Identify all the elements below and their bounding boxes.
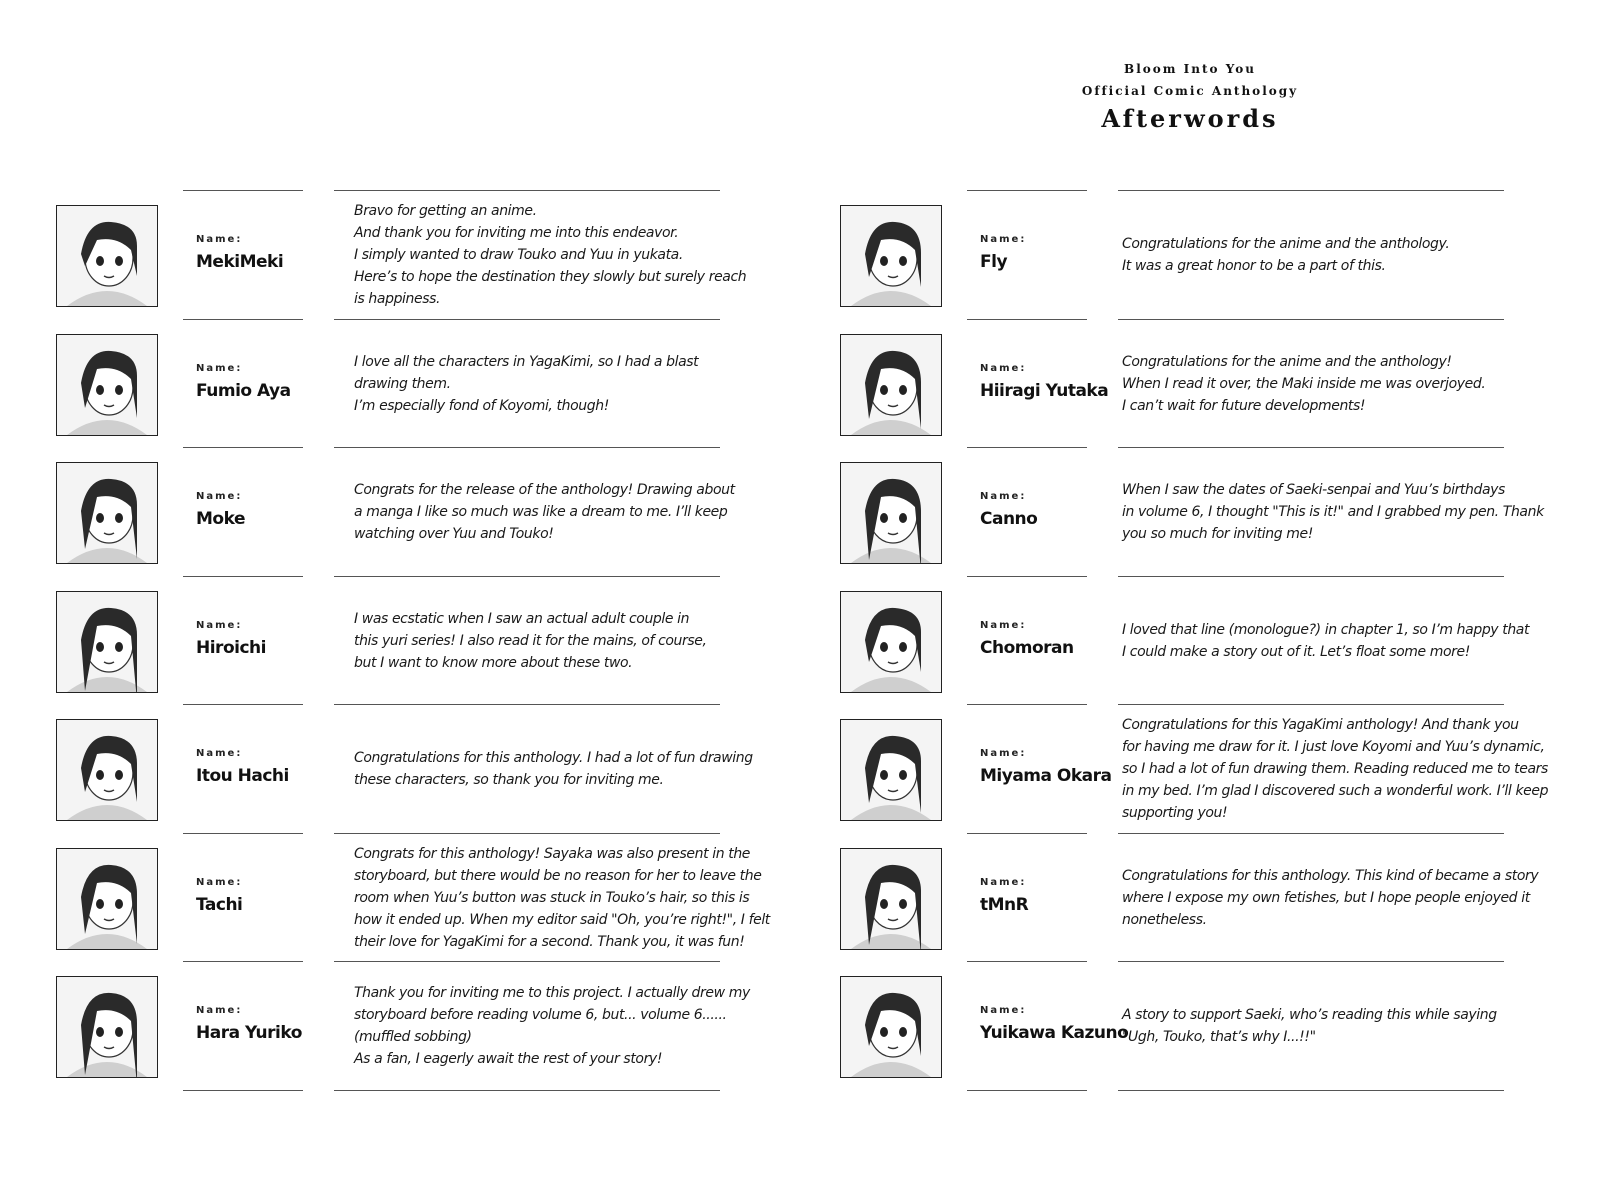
name-label: Name: (980, 619, 1027, 631)
message-line: Congrats for this anthology! Sayaka was also present in the (354, 845, 751, 862)
afterword-message (354, 704, 754, 834)
afterword-message (354, 961, 754, 1091)
afterword-message (1122, 319, 1542, 449)
afterword-entry (800, 833, 1600, 963)
author-name: Hiroichi (196, 637, 266, 658)
divider-line (967, 1090, 1087, 1091)
message-line: these characters, so thank you for inviting me. (354, 772, 664, 788)
author-portrait (840, 591, 942, 693)
divider-line (967, 704, 1087, 705)
message-line: their love for YagaKimi for a second. Thank you, it was fun! (354, 933, 745, 950)
message-line: Bravo for getting an anime. (354, 203, 537, 219)
afterword-message (1122, 447, 1542, 577)
divider-line (967, 190, 1087, 191)
divider-line (967, 576, 1087, 577)
message-line: where I expose my own fetishes, but I hope people enjoyed it (1122, 889, 1530, 906)
message-line: I can’t wait for future developments! (1122, 397, 1366, 414)
name-label: Name: (196, 491, 243, 502)
afterword-entry (800, 319, 1600, 449)
message-line: Congrats for the release of the anthology! Drawing about (354, 482, 735, 498)
message-line: drawing them. (354, 375, 451, 392)
afterword-message (354, 833, 770, 963)
message-line: Congratulations for this anthology. I had a lot of fun drawing (354, 750, 753, 766)
author-name: Moke (196, 509, 245, 529)
author-name: Itou Hachi (196, 766, 289, 786)
message-line: Thank you for inviting me to this project. I actually drew my (354, 985, 750, 1001)
afterword-entry (800, 576, 1600, 706)
message-line: I was ecstatic when I saw an actual adult couple in (354, 610, 690, 627)
author-name: Tachi (196, 894, 243, 915)
author-portrait (840, 719, 942, 821)
afterword-entry (0, 447, 800, 577)
message-line: As a fan, I eagerly await the rest of your story! (354, 1051, 663, 1067)
message-line: I loved that line (monologue?) in chapter 1, so I’m happy that (1122, 621, 1530, 638)
name-label: Name: (980, 876, 1027, 888)
name-label: Name: (980, 362, 1027, 374)
afterword-message (354, 319, 754, 449)
afterword-message (1122, 576, 1542, 706)
message-line: When I saw the dates of Saeki-senpai and Yuu’s birthdays (1122, 482, 1505, 498)
author-portrait (840, 462, 942, 564)
anthology-subtitle: Official Comic Anthology (1081, 84, 1299, 98)
page-header (1060, 58, 1320, 133)
divider-line (967, 319, 1087, 320)
message-line: how it ended up. When my editor said "Oh, you’re right!", I felt (354, 911, 770, 928)
name-label: Name: (196, 234, 243, 245)
author-portrait (840, 334, 942, 436)
message-line: for having me draw for it. I just love Koyomi and Yuu’s dynamic, (1122, 739, 1545, 755)
divider-line (183, 190, 303, 191)
afterword-entry (0, 833, 800, 963)
author-name: Chomoran (980, 637, 1074, 658)
name-label: Name: (980, 1005, 1027, 1016)
divider-line (183, 1090, 303, 1091)
author-portrait (56, 205, 158, 307)
message-line: in my bed. I’m glad I discovered such a wonderful work. I’ll keep (1122, 783, 1549, 799)
message-line: Congratulations for this anthology. This kind of became a story (1122, 867, 1539, 884)
message-line: watching over Yuu and Touko! (354, 526, 554, 542)
afterword-entry (0, 319, 800, 449)
divider-line (183, 319, 303, 320)
afterword-entry (800, 704, 1600, 834)
author-portrait (840, 848, 942, 950)
author-portrait (56, 462, 158, 564)
afterword-entry (0, 576, 800, 706)
message-line: a manga I like so much was like a dream to me. I’ll keep (354, 504, 728, 520)
author-portrait (840, 205, 942, 307)
divider-line (967, 961, 1087, 962)
afterword-entry (0, 961, 800, 1091)
author-name: Miyama Okara (980, 766, 1112, 786)
message-line: Congratulations for this YagaKimi anthology! And thank you (1122, 717, 1519, 733)
message-line: And thank you for inviting me into this endeavor. (354, 225, 679, 241)
message-line: Here’s to hope the destination they slowly but surely reach (354, 269, 747, 285)
afterword-message (354, 576, 754, 706)
name-label: Name: (980, 748, 1027, 759)
message-line: I’m especially fond of Koyomi, though! (354, 397, 609, 414)
author-name: Hiiragi Yutaka (980, 380, 1109, 401)
author-name: Fumio Aya (196, 380, 291, 401)
divider-line (183, 576, 303, 577)
message-line: but I want to know more about these two. (354, 654, 633, 671)
afterword-message (1122, 961, 1542, 1091)
author-portrait (56, 591, 158, 693)
divider-line (967, 447, 1087, 448)
message-line: room when Yuu’s button was stuck in Touko’s hair, so this is (354, 889, 750, 906)
divider-line (183, 961, 303, 962)
message-line: this yuri series! I also read it for the mains, of course, (354, 632, 707, 649)
series-title: Bloom Into You (1124, 62, 1256, 76)
author-name: tMnR (980, 894, 1029, 915)
afterword-message (1122, 704, 1549, 834)
divider-line (183, 704, 303, 705)
message-line: so I had a lot of fun drawing them. Reading reduced me to tears (1122, 761, 1548, 777)
message-line: (muffled sobbing) (354, 1029, 472, 1045)
message-line: storyboard before reading volume 6, but... volume 6...... (354, 1007, 727, 1023)
author-portrait (56, 334, 158, 436)
name-label: Name: (196, 362, 243, 374)
divider-line (183, 833, 303, 834)
message-line: I could make a story out of it. Let’s float some more! (1122, 643, 1470, 660)
message-line: I love all the characters in YagaKimi, so I had a blast (354, 353, 699, 370)
divider-line (183, 447, 303, 448)
message-line: is happiness. (354, 291, 441, 307)
afterword-message (354, 190, 754, 320)
name-label: Name: (980, 234, 1027, 245)
author-name: Canno (980, 509, 1038, 529)
afterword-message (1122, 833, 1542, 963)
name-label: Name: (980, 491, 1027, 502)
author-name: MekiMeki (196, 252, 284, 272)
message-line: in volume 6, I thought "This is it!" and I grabbed my pen. Thank (1122, 504, 1544, 520)
message-line: A story to support Saeki, who’s reading this while saying (1122, 1007, 1497, 1023)
page-title: Afterwords (1101, 104, 1279, 133)
afterword-message (354, 447, 754, 577)
afterword-entry (800, 447, 1600, 577)
message-line: It was a great honor to be a part of this. (1122, 258, 1386, 274)
afterword-entry (800, 190, 1600, 320)
message-line: Congratulations for the anime and the anthology! (1122, 353, 1452, 370)
message-line: you so much for inviting me! (1122, 526, 1313, 542)
author-name: Fly (980, 252, 1008, 272)
divider-line (967, 833, 1087, 834)
message-line: "Ugh, Touko, that’s why I...!!" (1122, 1029, 1316, 1045)
afterword-message (1122, 190, 1542, 320)
afterword-entry (800, 961, 1600, 1091)
author-name: Yuikawa Kazuno (980, 1023, 1129, 1043)
message-line: storyboard, but there would be no reason for her to leave the (354, 867, 762, 884)
name-label: Name: (196, 1005, 243, 1016)
author-portrait (56, 976, 158, 1078)
afterword-entry (0, 704, 800, 834)
name-label: Name: (196, 748, 243, 759)
message-line: supporting you! (1122, 805, 1228, 821)
name-label: Name: (196, 876, 243, 888)
name-label: Name: (196, 619, 243, 631)
message-line: Congratulations for the anime and the anthology. (1122, 236, 1450, 252)
message-line: nonetheless. (1122, 911, 1207, 928)
author-portrait (56, 848, 158, 950)
message-line: When I read it over, the Maki inside me was overjoyed. (1122, 375, 1486, 392)
afterword-entry (0, 190, 800, 320)
message-line: I simply wanted to draw Touko and Yuu in yukata. (354, 247, 683, 263)
author-portrait (840, 976, 942, 1078)
author-portrait (56, 719, 158, 821)
author-name: Hara Yuriko (196, 1023, 302, 1043)
